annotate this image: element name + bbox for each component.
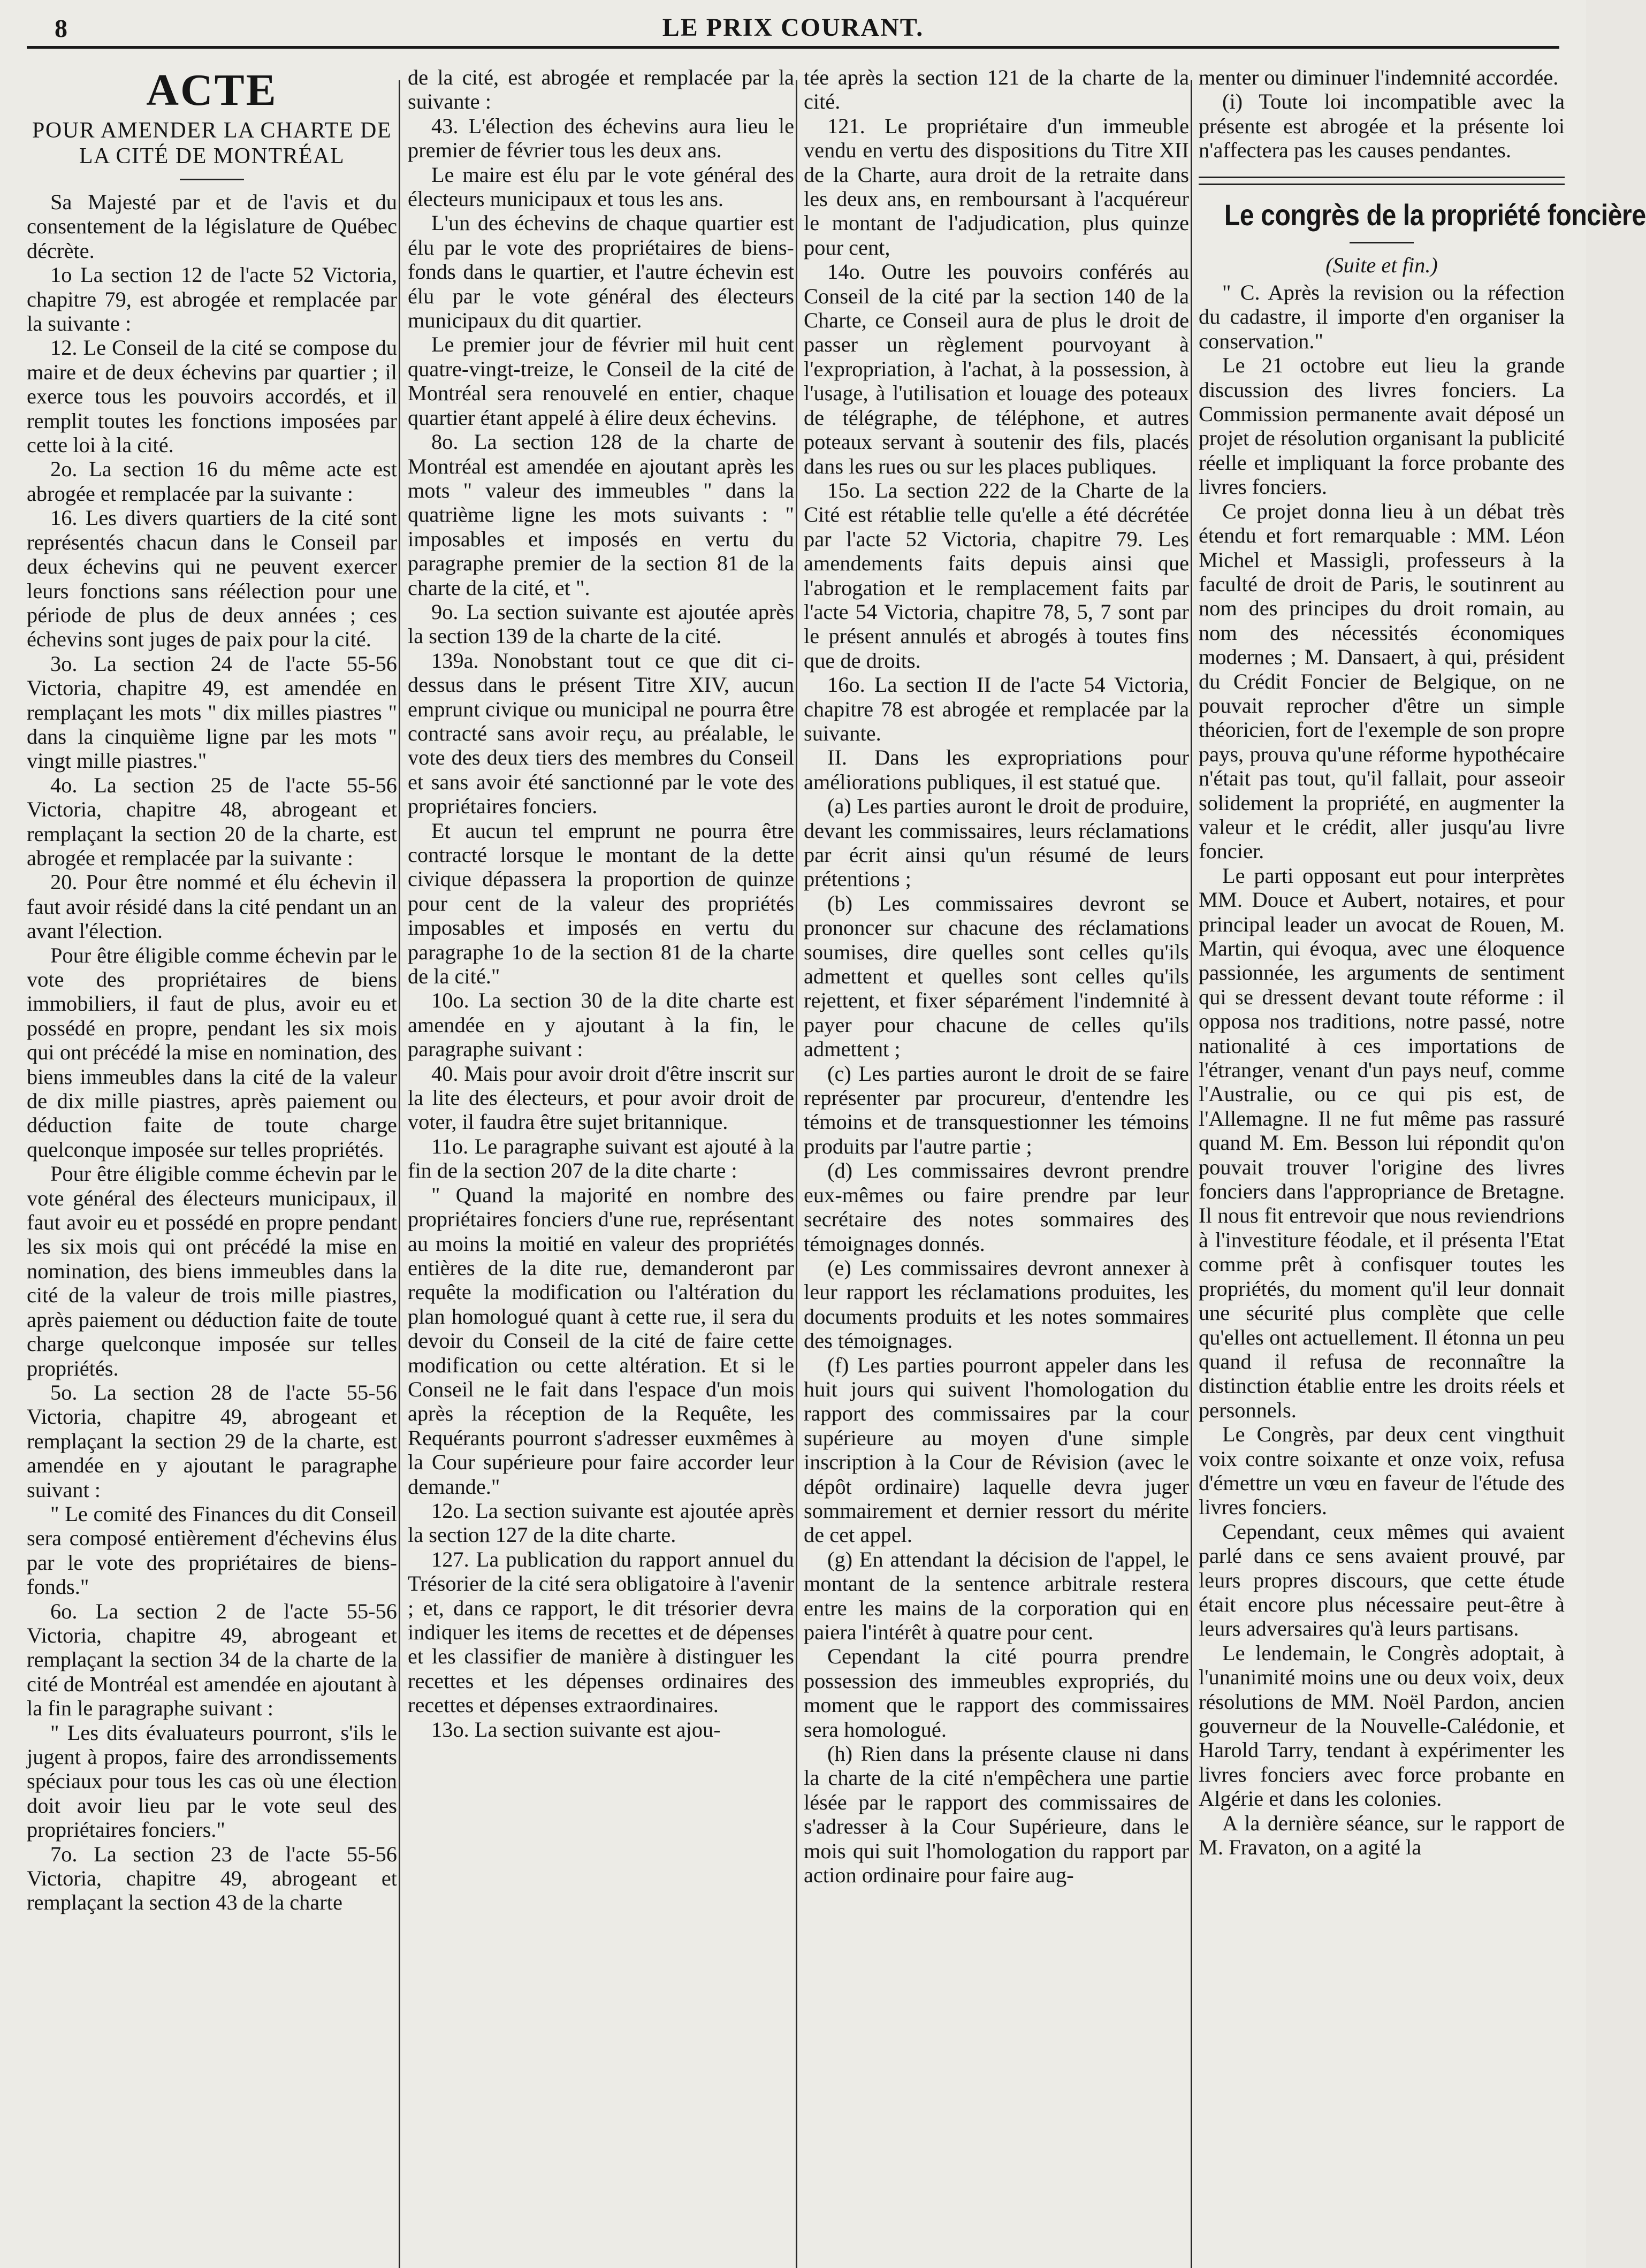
columns bbox=[27, 65, 1646, 2268]
paragraph: Ce projet donna lieu à un débat très étendu et fort remarquable : MM. Léon Michel et Massigli, professeurs à la faculté de droit de Paris, le soutinrent au nom des principes du droit romain, au nom des nécessités économiques modernes ; M. Dansaert, à qui, président du Crédit Foncier de Belgique, on ne pouvait reprocher d'être un simple théoricien, fort de l'exemple de son propre pays, prouva qu'une réforme hypothécaire n'était pas tout, qu'il fallait, pour asseoir solidement la propriété, en augmenter la valeur et le crédit, aller jusqu'au livre foncier. bbox=[1199, 499, 1565, 864]
paragraph: " Les dits évaluateurs pourront, s'ils le jugent à propos, faire des arrondissements spéciaux pour tous les cas où une élection doit avoir lieu par le vote seul des propriétaires fonciers." bbox=[27, 1720, 397, 1842]
column-1 bbox=[27, 65, 397, 2268]
divider bbox=[180, 179, 244, 180]
paragraph: 40. Mais pour avoir droit d'être inscrit sur la lite des électeurs, et pour avoir droit de voter, il faudra être sujet britannique. bbox=[408, 1061, 794, 1134]
act-title: ACTE bbox=[146, 65, 278, 115]
paragraph: Le 21 octobre eut lieu la grande discussion des livres fonciers. La Commission permanente avait déposé un projet de résolution organisant la publicité réelle et impliquant la force probante des livres fonciers. bbox=[1199, 353, 1565, 499]
article-heading: Le congrès de la propriété foncière bbox=[1224, 197, 1646, 232]
paragraph: II. Dans les expropriations pour améliorations publiques, il est statué que. bbox=[804, 745, 1189, 794]
paragraph: Le premier jour de février mil huit cent quatre-vingt-treize, le Conseil de la cité de Montréal sera renouvelé en entier, chaque quartier étant appelé à élire deux échevins. bbox=[408, 332, 794, 430]
paragraph: Le lendemain, le Congrès adoptait, à l'unanimité moins une ou deux voix, deux résolutions de MM. Noël Pardon, ancien gouverneur de la Nouvelle-Calédonie, et Harold Tarry, tendant à expérimenter les livres fonciers avec force probante en Algérie et dans les colonies. bbox=[1199, 1640, 1565, 1811]
paragraph: 15o. La section 222 de la Charte de la Cité est rétablie telle qu'elle a été décrétée par l'acte 52 Victoria, chapitre 79. Les amendements faits depuis ainsi que l'abrogation et le remplacement faits par l'acte 54 Victoria, chapitre 78, 5, 7 sont par le présent annulés et abrogés à toutes fins que de droits. bbox=[804, 478, 1189, 673]
page-number: 8 bbox=[55, 14, 67, 43]
paragraph: (e) Les commissaires devront annexer à leur rapport les réclamations produites, les documents produits et les notes sommaires des témoignages. bbox=[804, 1255, 1189, 1353]
paragraph: 139a. Nonobstant tout ce que dit ci-dessus dans le présent Titre XIV, aucun emprunt civique ou municipal ne pourra être contracté sans avoir reçu, au préalable, le vote des deux tiers des membres du Conseil et sans avoir été sanctionné par le vote des propriétaires fonciers. bbox=[408, 648, 794, 819]
paragraph: (a) Les parties auront le droit de produire, devant les commissaires, leurs réclamations par écrit ainsi qu'un résumé de leurs prétentions ; bbox=[804, 794, 1189, 891]
paragraph: 43. L'élection des échevins aura lieu le premier de février tous les deux ans. bbox=[408, 113, 794, 163]
paragraph: 16. Les divers quartiers de la cité sont représentés chacun dans le Conseil par deux échevins qui ne peuvent exercer leurs fonctions sans réélection pour une période de plus de deux années ; ces échevins sont juges de paix pour la cité. bbox=[27, 506, 397, 652]
paragraph: " Quand la majorité en nombre des propriétaires fonciers d'une rue, représentant au moins la moitié en valeur des propriétés entières de la dite rue, demanderont par requête la modification ou l'altération du plan homologué quant à cette rue, il sera du devoir du Conseil de la cité de faire cette modification ou cette altération. Et si le Conseil ne le fait dans l'espace d'un mois après la réception de la Requête, les Requérants pourront s'adresser euxmêmes à la Cour supérieure pour faire accorder leur demande." bbox=[408, 1182, 794, 1499]
paragraph: 1o La section 12 de l'acte 52 Victoria, chapitre 79, est abrogée et remplacée par la suivante : bbox=[27, 263, 397, 336]
paragraph: 6o. La section 2 de l'acte 55-56 Victoria, chapitre 49, abrogeant et remplaçant la section 34 de la charte de la cité de Montréal est amendée en ajoutant à la fin le paragraphe suivant : bbox=[27, 1599, 397, 1721]
paragraph: (b) Les commissaires devront se prononcer sur chacune des réclamations soumises, dire quelles sont celles qu'ils admettent et quelles sont celles qu'ils rejettent, et fixer séparément l'indemnité à payer pour chacune de celles qu'ils admettent ; bbox=[804, 891, 1189, 1062]
paragraph: 9o. La section suivante est ajoutée après la section 139 de la charte de la cité. bbox=[408, 599, 794, 648]
paragraph: 5o. La section 28 de l'acte 55-56 Victoria, chapitre 49, abrogeant et remplaçant la section 29 de la charte, est amendée en y ajoutant le paragraphe suivant : bbox=[27, 1380, 397, 1502]
column-3 bbox=[804, 65, 1189, 2268]
paragraph: (g) En attendant la décision de l'appel, le montant de la sentence arbitrale restera entre les mains de la corporation qui en paiera l'intérêt à quatre pour cent. bbox=[804, 1547, 1189, 1644]
paragraph: A la dernière séance, sur le rapport de M. Fravaton, on a agité la bbox=[1199, 1811, 1565, 1860]
paragraph: menter ou diminuer l'indemnité accordée. bbox=[1199, 65, 1559, 89]
paragraph: 12. Le Conseil de la cité se compose du maire et de deux échevins par quartier ; il exerce tous les pouvoirs accordés, et il remplit toutes les fonctions imposées par cette loi à la cité. bbox=[27, 335, 397, 457]
paragraph: " Le comité des Finances du dit Conseil sera composé entièrement d'échevins élus par le vote des propriétaires de biens-fonds." bbox=[27, 1501, 397, 1599]
paragraph: (d) Les commissaires devront prendre eux-mêmes ou faire prendre par leur secrétaire des notes sommaires des témoignages donnés. bbox=[804, 1158, 1189, 1256]
paragraph: 11o. Le paragraphe suivant est ajouté à la fin de la section 207 de la dite charte : bbox=[408, 1134, 794, 1183]
paragraph: 13o. La section suivante est ajou- bbox=[431, 1717, 721, 1742]
paragraph: Le Congrès, par deux cent vingthuit voix contre soixante et onze voix, refusa d'émettre un vœu en faveur de l'étude des livres fonciers. bbox=[1199, 1422, 1565, 1519]
paragraph: 121. Le propriétaire d'un immeuble vendu en vertu des dispositions du Titre XII de la Charte, aura droit de la retraite dans les deux ans, en remboursant à l'acquéreur le montant de l'adjudication, plus quinze pour cent, bbox=[804, 113, 1189, 259]
paragraph: Le parti opposant eut pour interprètes MM. Douce et Aubert, notaires, et pour principal leader un avocat de Rouen, M. Martin, qui évoqua, avec une éloquence passionnée, les arguments de sentiment qui se dressent devant toute réforme : il opposa nos traditions, notre passé, notre nationalité à ces importations de l'étranger, venant d'un pays neuf, comme l'Australie, ou ce qui pis est, de l'Allemagne. Il ne fut même pas rassuré quand M. Em. Besson lui répondit qu'on pouvait trouver l'origine des livres fonciers dans l'appropriance de Bretagne. Il nous fit entrevoir que nous reviendrions à l'investiture féodale, et il présenta l'Etat comme prêt à confisquer toutes les propriétés, du moment qu'il leur donnait une sécurité plus complète que celle qu'elles ont actuellement. Il étonna un peu quand il refusa de reconnaître la distinction établie entre les droits réels et personnels. bbox=[1199, 863, 1565, 1422]
paragraph: Pour être éligible comme échevin par le vote général des électeurs municipaux, il faut avoir eu et possédé en propre pendant les six mois qui ont précédé la mise en nomination, des biens immeubles dans la cité de la valeur de trois mille piastres, après paiement ou déduction faite de toute charge quelconque imposée sur telles propriétés. bbox=[27, 1162, 397, 1380]
masthead bbox=[27, 11, 1559, 49]
paragraph: (f) Les parties pourront appeler dans les huit jours qui suivent l'homologation du rapport des commissaires par la cour supérieure au moyen d'une simple inscription à la Cour de Révision (avec le dépôt ordinaire) laquelle devra juger sommairement et dernier ressort du mérite de cet appel. bbox=[804, 1353, 1189, 1547]
paragraph: 14o. Outre les pouvoirs conférés au Conseil de la cité par la section 140 de la Charte, ce Conseil aura de plus le droit de passer un règlement pourvoyant à l'expropriation, à l'achat, à la possession, à l'usage, à l'utilisation et louage des poteaux de télégraphe, de téléphone, et autres poteaux servant à soutenir des fils, placés dans les rues ou sur les places publiques. bbox=[804, 259, 1189, 478]
paragraph: 2o. La section 16 du même acte est abrogée et remplacée par la suivante : bbox=[27, 457, 397, 506]
paragraph: Et aucun tel emprunt ne pourra être contracté lorsque le montant de la dette civique dépassera la proportion de quinze pour cent de la valeur des propriétés imposables et imposés en vertu du paragraphe 1o de la section 81 de la charte de la cité." bbox=[408, 818, 794, 989]
paragraph: 4o. La section 25 de l'acte 55-56 Victoria, chapitre 48, abrogeant et remplaçant la section 20 de la charte, est abrogée et remplacée par la suivante : bbox=[27, 773, 397, 870]
act-subtitle: POUR AMENDER LA CHARTE DE LA CITÉ DE MONTRÉAL bbox=[32, 118, 392, 169]
column-2 bbox=[408, 65, 794, 2268]
paragraph: 20. Pour être nommé et élu échevin il faut avoir résidé dans la cité pendant un an avant l'élection. bbox=[27, 870, 397, 943]
paragraph: Pour être éligible comme échevin par le vote des propriétaires de biens immobiliers, il faut de plus, avoir eu et possédé en propre, pendant les six mois qui ont précédé la mise en nomination, des biens immeubles dans la cité de la valeur de dix mille piastres, après paiement ou déduction faite de toute charge quelconque imposée sur telles propriétés. bbox=[27, 943, 397, 1162]
paragraph: 127. La publication du rapport annuel du Trésorier de la cité sera obligatoire à l'avenir ; et, dans ce rapport, le dit trésorier devra indiquer les items de recettes et de dépenses et les classifier de manière à distinguer les recettes et les dépenses ordinaires des recettes et dépenses extraordinaires. bbox=[408, 1547, 794, 1717]
paragraph: Le maire est élu par le vote général des électeurs municipaux et tous les ans. bbox=[408, 162, 794, 211]
paragraph: de la cité, est abrogée et remplacée par la suivante : bbox=[408, 65, 794, 114]
column-4 bbox=[1199, 65, 1646, 2268]
journal-title: LE PRIX COURANT. bbox=[662, 13, 924, 42]
paragraph: Cependant la cité pourra prendre possession des immeubles expropriés, du moment que le rapport des commissaires sera homologué. bbox=[804, 1644, 1189, 1742]
paragraph: 12o. La section suivante est ajoutée après la section 127 de la dite charte. bbox=[408, 1498, 794, 1547]
paragraph: 10o. La section 30 de la dite charte est amendée en y ajoutant à la fin, le paragraphe suivant : bbox=[408, 988, 794, 1062]
paragraph: Sa Majesté par et de l'avis et du consentement de la législature de Québec décrète. bbox=[27, 190, 397, 263]
paragraph: L'un des échevins de chaque quartier est élu par le vote des propriétaires de biens-fonds dans le quartier, et l'autre échevin est élu par le vote général des électeurs municipaux du dit quartier. bbox=[408, 211, 794, 333]
paragraph: 8o. La section 128 de la charte de Montréal est amendée en ajoutant après les mots " valeur des immeubles " dans la quatrième ligne les mots suivants : " imposables et imposés en vertu du paragraphe premier de la section 81 de la charte de la cité, et ". bbox=[408, 430, 794, 600]
divider bbox=[1350, 242, 1414, 243]
paragraph: (c) Les parties auront le droit de se faire représenter par procureur, d'entendre les témoins et de transquestionner les témoins produits par l'autre partie ; bbox=[804, 1061, 1189, 1158]
paragraph: 7o. La section 23 de l'acte 55-56 Victoria, chapitre 49, abrogeant et remplaçant la section 43 de la charte bbox=[27, 1842, 397, 1915]
paragraph: 3o. La section 24 de l'acte 55-56 Victoria, chapitre 49, est amendée en remplaçant les mots " dix milles piastres " dans la cinquième ligne par les mots " vingt mille piastres." bbox=[27, 651, 397, 773]
paragraph: Cependant, ceux mêmes qui avaient parlé dans ce sens avaient prouvé, par leurs propres discours, que cette étude était encore plus nécessaire peut-être à leurs adversaires qu'à leurs partisans. bbox=[1199, 1519, 1565, 1641]
paragraph: tée après la section 121 de la charte de la cité. bbox=[804, 65, 1189, 114]
paragraph: (h) Rien dans la présente clause ni dans la charte de la cité n'empêchera une partie lésée par le rapport des commissaires de s'adresser à la Cour Supérieure, dans le mois qui suit l'homologation du rapport par action ordinaire pour faire aug- bbox=[804, 1742, 1189, 1888]
paragraph: 16o. La section II de l'acte 54 Victoria, chapitre 78 est abrogée et remplacée par la suivante. bbox=[804, 673, 1189, 745]
section-divider bbox=[1199, 177, 1565, 185]
paragraph: " C. Après la revision ou la réfection du cadastre, il importe d'en organiser la conservation." bbox=[1199, 280, 1565, 353]
article-continuation-note: (Suite et fin.) bbox=[1325, 253, 1438, 277]
paragraph: (i) Toute loi incompatible avec la présente est abrogée et la présente loi n'affectera pas les causes pendantes. bbox=[1199, 89, 1565, 163]
